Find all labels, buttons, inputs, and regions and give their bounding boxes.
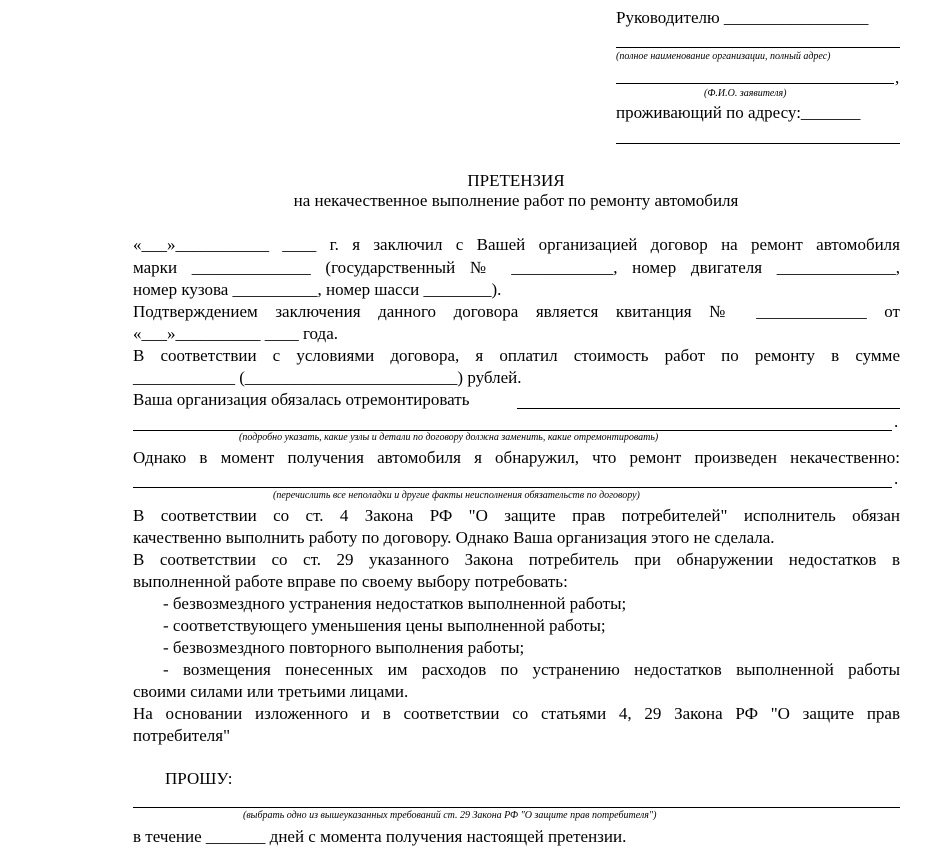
- payment-amount-line: ____________ (_________________________) рублей.: [133, 368, 522, 387]
- body-number-line: номер кузова __________, номер шасси ________).: [133, 280, 502, 299]
- repair-details-period: .: [894, 412, 899, 431]
- org-name-note: (полное наименование организации, полный адрес): [616, 51, 831, 62]
- receipt-line: Подтверждением заключения данного договора является квитанция № _____________ от: [133, 302, 900, 321]
- demand-item-4-cont: своими силами или третьими лицами.: [133, 682, 409, 701]
- document-subtitle: на некачественное выполнение работ по ремонту автомобиля: [293, 191, 739, 210]
- org-name-blank-line[interactable]: [616, 47, 900, 48]
- request-blank-line[interactable]: [133, 807, 900, 808]
- demand-item-2: - соответствующего уменьшения цены выполненной работы;: [163, 616, 606, 635]
- applicant-name-note: (Ф.И.О. заявителя): [704, 88, 787, 99]
- demand-item-4: - возмещения понесенных им расходов по устранению недостатков выполненной работы: [163, 660, 900, 679]
- document-title: ПРЕТЕНЗИЯ: [467, 171, 565, 190]
- request-note: (выбрать одно из вышеуказанных требований ст. 29 Закона РФ "О защите прав потребителя"): [243, 810, 657, 821]
- repair-obligation-line: Ваша организация обязалась отремонтировать: [133, 390, 470, 409]
- defect-found-line: Однако в момент получения автомобиля я обнаружил, что ремонт произведен некачественно:: [133, 448, 900, 467]
- payment-line: В соответствии с условиями договора, я оплатил стоимость работ по ремонту в сумме: [133, 346, 900, 365]
- applicant-comma: ,: [895, 68, 900, 87]
- repair-details-blank-line[interactable]: [133, 430, 892, 431]
- repair-details-note: (подробно указать, какие узлы и детали по договору должна заменить, какие отремонтировать): [239, 432, 659, 443]
- repair-obligation-blank-line[interactable]: [517, 408, 900, 409]
- deadline-line: в течение _______ дней с момента получения настоящей претензии.: [133, 827, 627, 846]
- address-blank-line[interactable]: [616, 143, 900, 144]
- demand-item-1: - безвозмездного устранения недостатков выполненной работы;: [163, 594, 627, 613]
- address-line: проживающий по адресу:_______: [616, 103, 861, 122]
- defects-period: .: [894, 469, 899, 488]
- addressee-line: Руководителю _________________: [616, 8, 869, 27]
- contract-date-line: «___»___________ ____ г. я заключил с Вашей организацией договор на ремонт автомобиля: [133, 235, 900, 254]
- law-article-4-line-2: качественно выполнить работу по договору. Однако Ваша организация этого не сделала.: [133, 528, 775, 547]
- receipt-date-line: «___»__________ ____ года.: [133, 324, 339, 343]
- basis-line: На основании изложенного и в соответствии со статьями 4, 29 Закона РФ "О защите прав: [133, 704, 900, 723]
- car-details-line: марки ______________ (государственный № ____________, номер двигателя ______________,: [133, 258, 900, 277]
- basis-line-2: потребителя": [133, 726, 231, 745]
- request-heading: ПРОШУ:: [165, 769, 233, 788]
- defects-blank-line[interactable]: [133, 487, 892, 488]
- applicant-name-blank-line[interactable]: [616, 83, 894, 84]
- law-article-29-line: В соответствии со ст. 29 указанного Закона потребитель при обнаружении недостатков в: [133, 550, 900, 569]
- law-article-29-line-2: выполненной работе вправе по своему выбору потребовать:: [133, 572, 568, 591]
- law-article-4-line: В соответствии со ст. 4 Закона РФ "О защите прав потребителей" исполнитель обязан: [133, 506, 900, 525]
- defects-note: (перечислить все неполадки и другие факты неисполнения обязательств по договору): [273, 490, 640, 501]
- demand-item-3: - безвозмездного повторного выполнения работы;: [163, 638, 525, 657]
